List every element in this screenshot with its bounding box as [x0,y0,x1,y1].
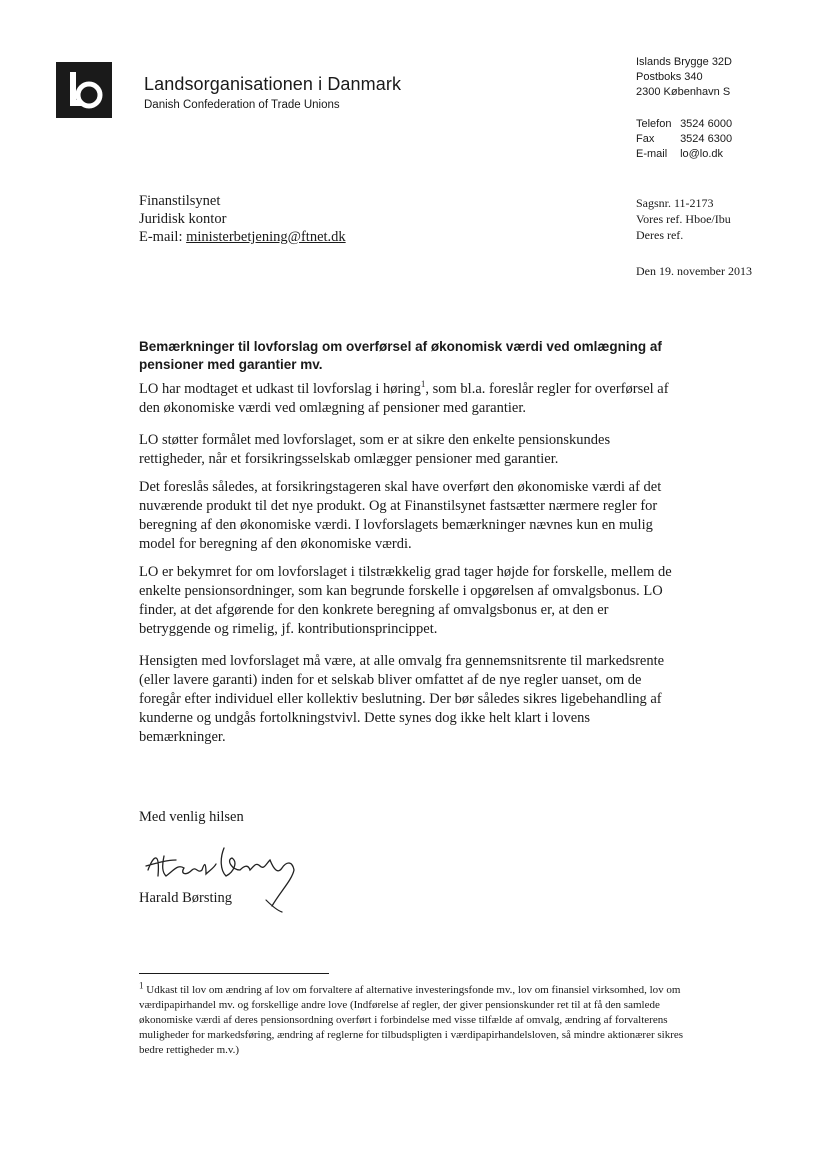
contact-value: 3524 6300 [680,133,733,145]
paragraph-3 [139,478,675,554]
contact-phone [636,117,732,132]
paragraph-5-text: Hensigten med lovforslaget må være, at alle omvalg fra gennemsnitsrente til markedsrente (eller lavere garanti) inden for et selskab bliver omfattet af de nye regler uanset, om de foregår efter individuel eller kollektiv beslutning. Der bør således sikres ligebehandling af kunderne og undgås fortolkningstvivl. Dette synes dog ikke helt klart i lovens bemærkninger. [139,653,665,745]
footnote-ref: 1 [420,379,426,390]
recipient-dept: Juridisk kontor [139,211,227,227]
recipient-block [139,192,346,246]
paragraph-1 [139,380,675,418]
reference-block [636,195,731,243]
recipient-email-link[interactable]: ministerbetjening@ftnet.dk [186,229,346,245]
closing-phrase: Med venlig hilsen [139,809,244,825]
contact-email [636,147,732,162]
contact-value: 3524 6000 [680,118,733,130]
paragraph-2-text: LO støtter formålet med lovforslaget, som er at sikre den enkelte pensionskundes rettigheder, når et forsikringsselskab omlægger pensioner med garantier. [139,432,611,467]
contact-label: Fax [636,133,655,145]
footnote-mark: 1 [139,980,144,991]
recipient-email-label: E-mail: [139,229,183,245]
address-line: 2300 København S [636,86,731,98]
contact-value[interactable]: lo@lo.dk [680,148,724,160]
org-name: Landsorganisationen i Danmark [144,74,402,94]
our-reference: Vores ref. Hboe/Ibu [636,212,731,226]
footnote-divider [139,973,329,974]
paragraph-5 [139,652,675,747]
handwritten-signature [140,840,300,920]
paragraph-3-text: Det foreslås således, at forsikringstageren skal have overført den økonomiske værdi af det nuværende produkt til det nye produkt. Og at Finanstilsynet fastsætter nærmere regler for beregning af den økonomiske værdi. I lovforslagets bemærkninger nævnes kun en mulig model for beregning af den økonomiske værdi. [139,479,662,552]
footnote [139,980,699,1058]
contact-label: E-mail [636,148,668,160]
address-line: Islands Brygge 32D [636,56,732,68]
contact-fax [636,132,732,147]
contact-block [636,117,732,162]
letter-date: Den 19. november 2013 [636,264,752,278]
footnote-text: Udkast til lov om ændring af lov om forvaltere af alternative investeringsfonde mv., lov om finansiel virksomhed, lov om værdipapirhandel mv. og forskellige andre love (Indførelse af regler, der giver pensionskunder ret til at få den samlede økonomiske værdi af deres pensionsordning overført i forbindelse med visse tilfælde af omvalg, ændring af forvalterens muligheder for markedsføring, ændring af reglerne for tilbudspligten i værdipapirhandelsloven, så mindre aktionærer sikres bedre rettigheder m.v.) [139,984,684,1056]
address-line: Postboks 340 [636,71,703,83]
paragraph-2 [139,431,675,469]
your-reference: Deres ref. [636,228,684,242]
contact-label: Telefon [636,118,672,130]
recipient-email-row [139,228,346,246]
lo-logo-mark [56,62,112,118]
recipient-name: Finanstilsynet [139,193,221,209]
paragraph-4-text: LO er bekymret for om lovforslaget i tilstrækkelig grad tager højde for forskelle, mellem de enkelte pensionsordninger, som kan begrunde forskelle i opgørelsen af omvalgsbonus. LO finder, at det afgørende for den konkrete beregning af omvalgsbonus er, at den er betryggende og rimelig, jf. kontributionsprincippet. [139,564,672,637]
signer-name: Harald Børsting [139,890,233,906]
address-block [636,55,732,100]
org-subtitle: Danish Confederation of Trade Unions [144,99,340,111]
paragraph-4 [139,563,675,639]
paragraph-1-text-a: LO har modtaget et udkast til lovforslag i høring [139,381,421,397]
case-number: Sagsnr. 11-2173 [636,196,714,210]
lo-logo [56,62,112,118]
paragraph-1-text-b: , som bl.a. foreslår regler for overførsel af den økonomiske værdi ved omlægning af pensioner med garantier. [139,381,669,416]
letter-subject: Bemærkninger til lovforslag om overførsel af økonomisk værdi ved omlægning af pensioner med garantier mv. [139,339,662,372]
